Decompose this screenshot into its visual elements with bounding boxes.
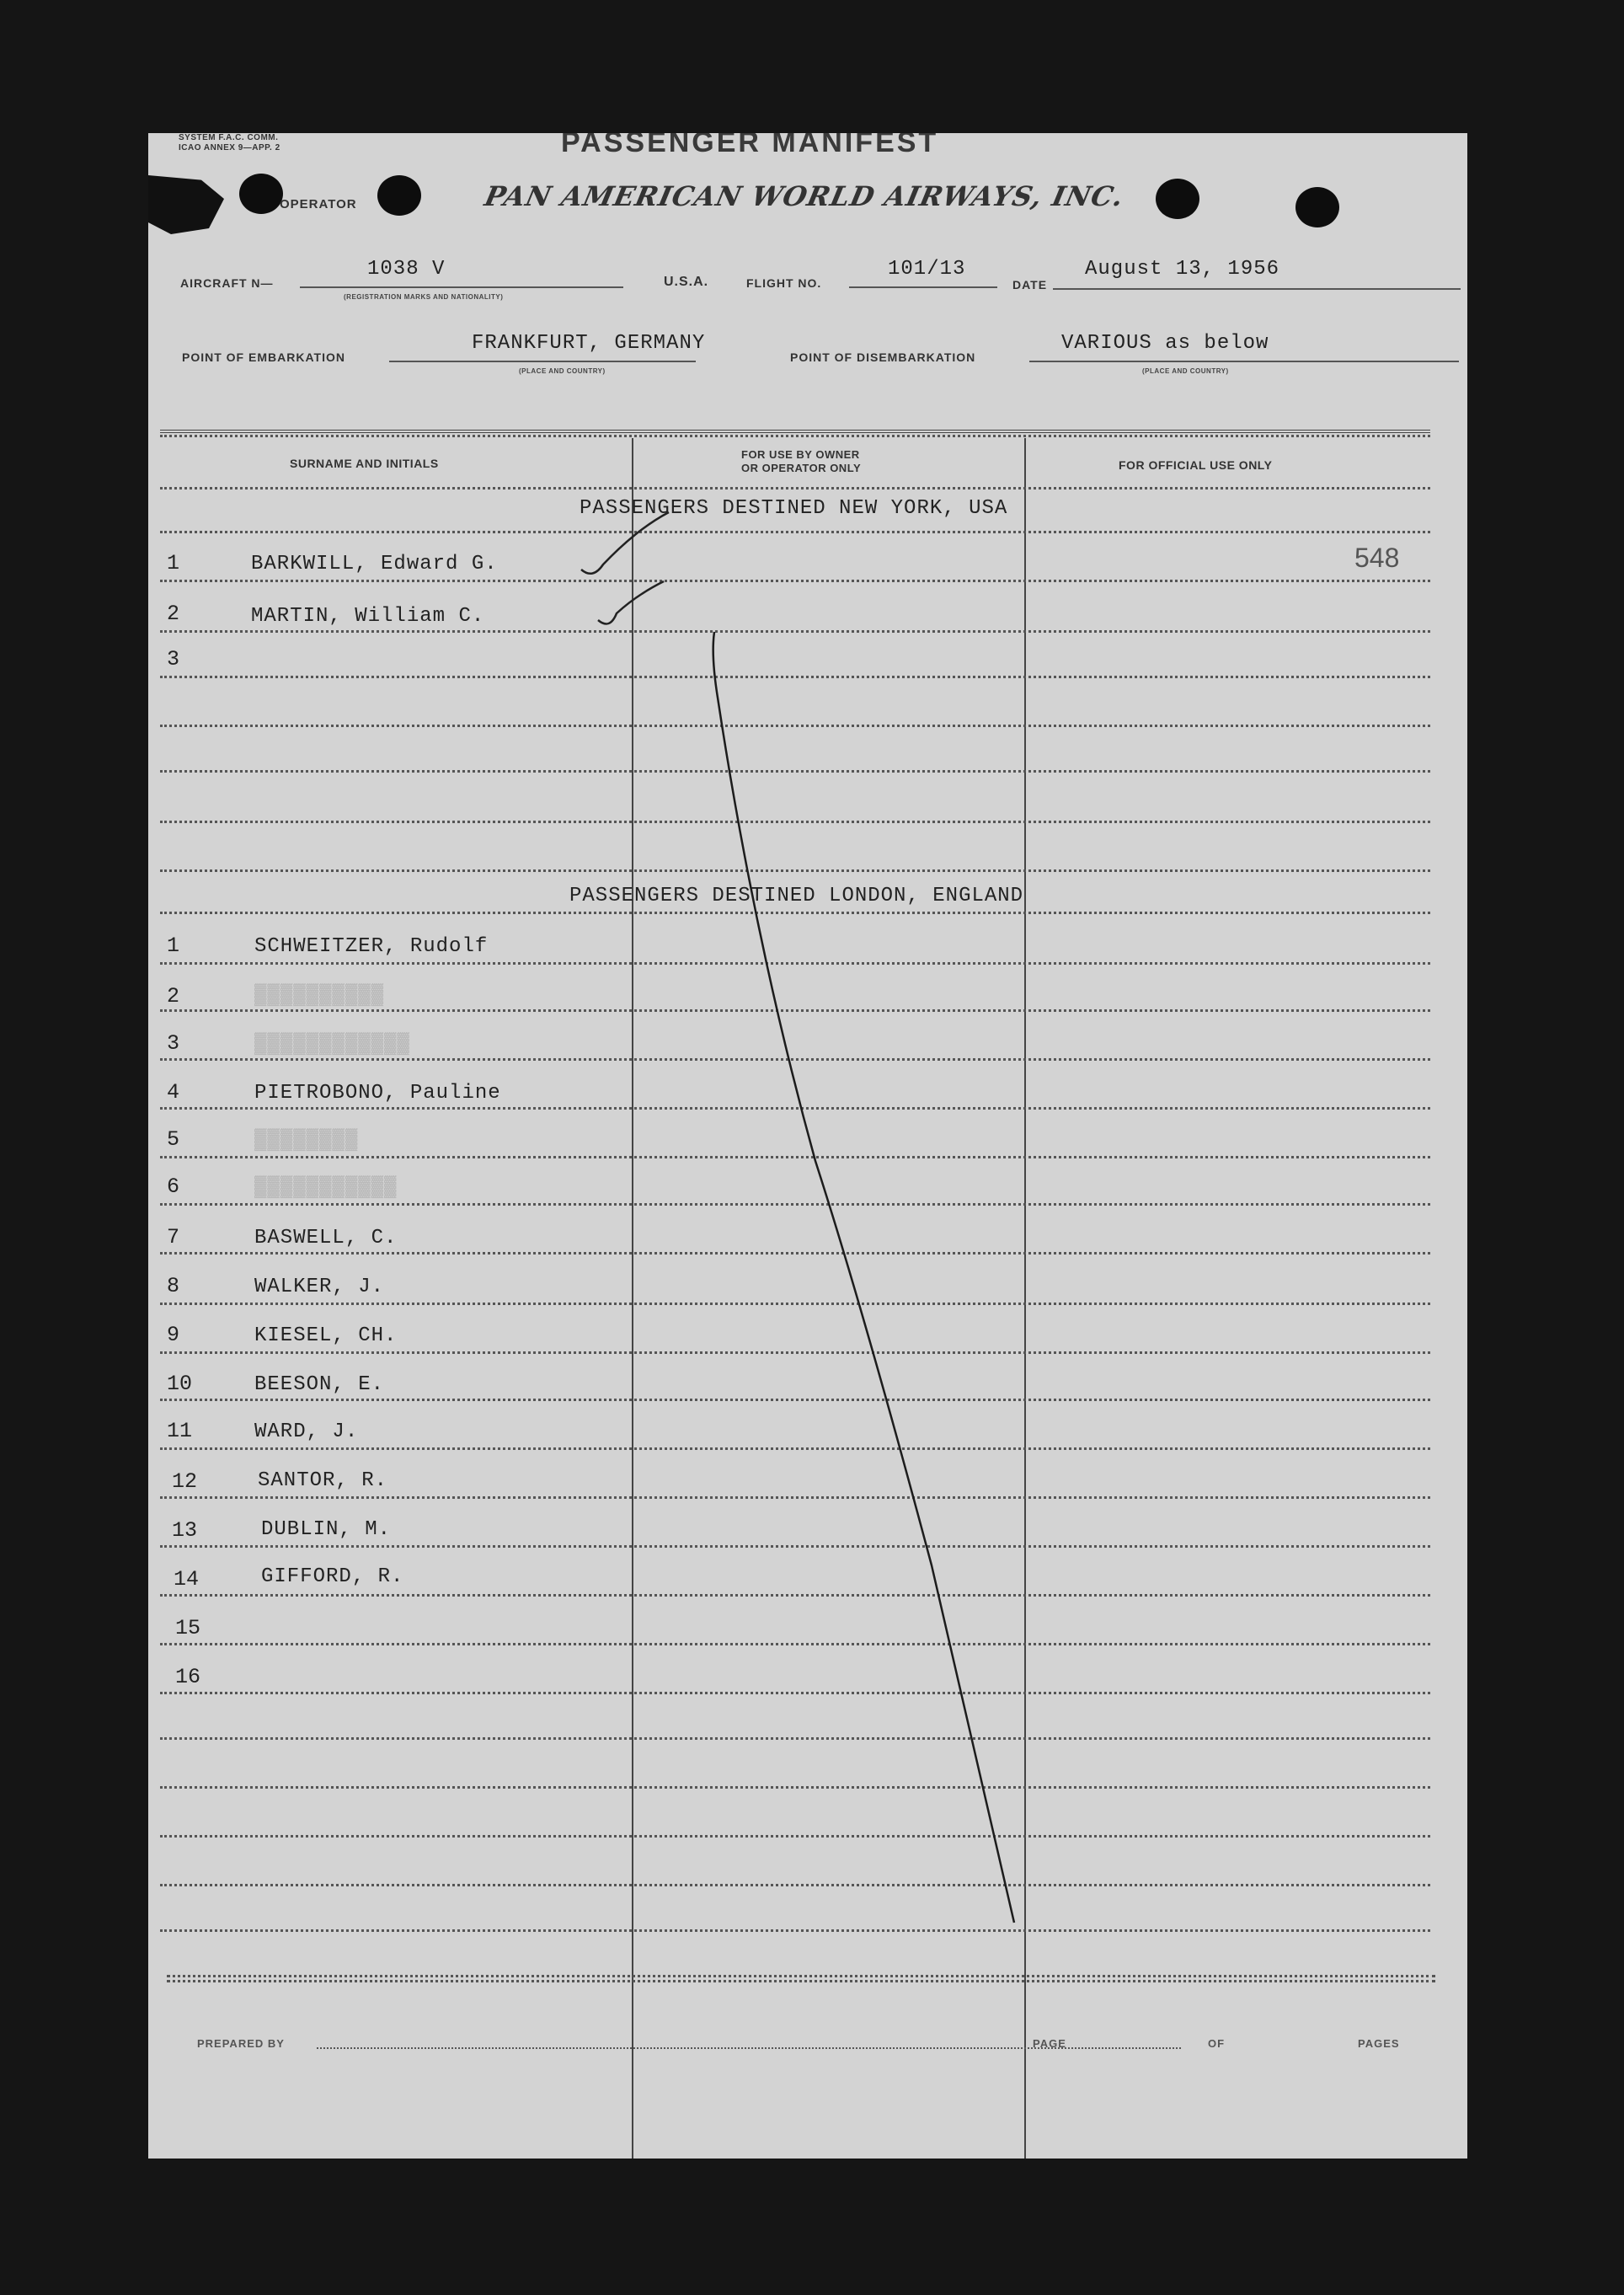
flight-label: FLIGHT NO. (746, 276, 822, 290)
passenger-name: KIESEL, CH. (254, 1324, 398, 1347)
row-number: 15 (175, 1616, 201, 1640)
system-note-2: ICAO ANNEX 9—APP. 2 (179, 143, 280, 152)
passenger-name: BEESON, E. (254, 1373, 385, 1396)
row-number: 2 (167, 984, 180, 1008)
passenger-name: BARKWILL, Edward G. (251, 553, 498, 575)
passenger-name: SCHWEITZER, Rudolf (254, 935, 489, 958)
row-number: 16 (175, 1665, 201, 1689)
disembark-value: VARIOUS as below (1061, 332, 1269, 355)
col-header-official: FOR OFFICIAL USE ONLY (1119, 458, 1273, 472)
col-header-owner-2: OR OPERATOR ONLY (741, 462, 862, 474)
redacted-name: ▓▓▓▓▓▓▓▓▓▓▓▓ (254, 1033, 410, 1056)
col-header-owner-1: FOR USE BY OWNER (741, 448, 860, 461)
checkmark-1 (581, 512, 669, 574)
row-number: 1 (167, 551, 180, 575)
row-number: 10 (167, 1372, 193, 1396)
passenger-name: WALKER, J. (254, 1276, 385, 1298)
strike-line (713, 632, 1014, 1923)
passenger-name: BASWELL, C. (254, 1227, 398, 1249)
passenger-name: SANTOR, R. (258, 1469, 388, 1492)
col-header-names: SURNAME AND INITIALS (290, 457, 439, 470)
usa-label: U.S.A. (664, 275, 709, 289)
flight-value: 101/13 (888, 258, 966, 281)
aircraft-label: AIRCRAFT N— (180, 276, 274, 290)
embark-label: POINT OF EMBARKATION (182, 350, 345, 364)
row-number: 13 (172, 1518, 198, 1543)
pages-label: PAGES (1358, 2037, 1400, 2050)
checkmark-2 (598, 581, 664, 624)
prepared-by-label: PREPARED BY (197, 2037, 285, 2050)
row-number: 1 (167, 934, 180, 958)
page-title: PASSENGER MANIFEST (561, 133, 939, 158)
row-number: 14 (174, 1567, 200, 1592)
operator-label: OPERATOR (280, 197, 357, 211)
row-number: 6 (167, 1174, 180, 1199)
date-label: DATE (1012, 278, 1048, 292)
date-value: August 13, 1956 (1085, 258, 1280, 281)
row-number: 5 (167, 1127, 180, 1152)
row-number: 7 (167, 1225, 180, 1249)
operator-name: PAN AMERICAN WORLD AIRWAYS, INC. (481, 180, 1127, 212)
row-number: 2 (167, 602, 180, 626)
row-number: 3 (167, 1031, 180, 1056)
disembark-sublabel: (PLACE AND COUNTRY) (1142, 367, 1229, 375)
passenger-name: PIETROBONO, Pauline (254, 1082, 501, 1105)
disembark-label: POINT OF DISEMBARKATION (790, 350, 976, 364)
row-number: 11 (167, 1419, 193, 1443)
pen-marks (148, 133, 1467, 2159)
section-heading-new-york: PASSENGERS DESTINED NEW YORK, USA (580, 497, 1008, 520)
aircraft-value: 1038 V (367, 258, 446, 281)
page-label: PAGE (1033, 2037, 1066, 2050)
passenger-name: GIFFORD, R. (261, 1565, 404, 1588)
row-number: 4 (167, 1080, 180, 1105)
redacted-name: ▓▓▓▓▓▓▓▓ (254, 1129, 359, 1152)
embark-sublabel: (PLACE AND COUNTRY) (519, 367, 606, 375)
row-number: 12 (172, 1469, 198, 1494)
section-heading-london: PASSENGERS DESTINED LONDON, ENGLAND (569, 885, 1024, 907)
redacted-name: ▓▓▓▓▓▓▓▓▓▓▓ (254, 1176, 398, 1199)
row-number: 3 (167, 647, 180, 671)
of-label: OF (1208, 2037, 1226, 2050)
row-number: 8 (167, 1274, 180, 1298)
embark-value: FRANKFURT, GERMANY (472, 332, 706, 355)
passenger-name: MARTIN, William C. (251, 605, 485, 628)
row-number: 9 (167, 1323, 180, 1347)
passenger-name: WARD, J. (254, 1420, 359, 1443)
manifest-page (148, 133, 1467, 2159)
official-note: 548 (1354, 543, 1400, 573)
redacted-name: ▓▓▓▓▓▓▓▓▓▓ (254, 984, 385, 1007)
aircraft-sublabel: (REGISTRATION MARKS AND NATIONALITY) (344, 293, 504, 301)
passenger-name: DUBLIN, M. (261, 1518, 392, 1541)
system-note-1: SYSTEM F.A.C. COMM. (179, 133, 279, 142)
